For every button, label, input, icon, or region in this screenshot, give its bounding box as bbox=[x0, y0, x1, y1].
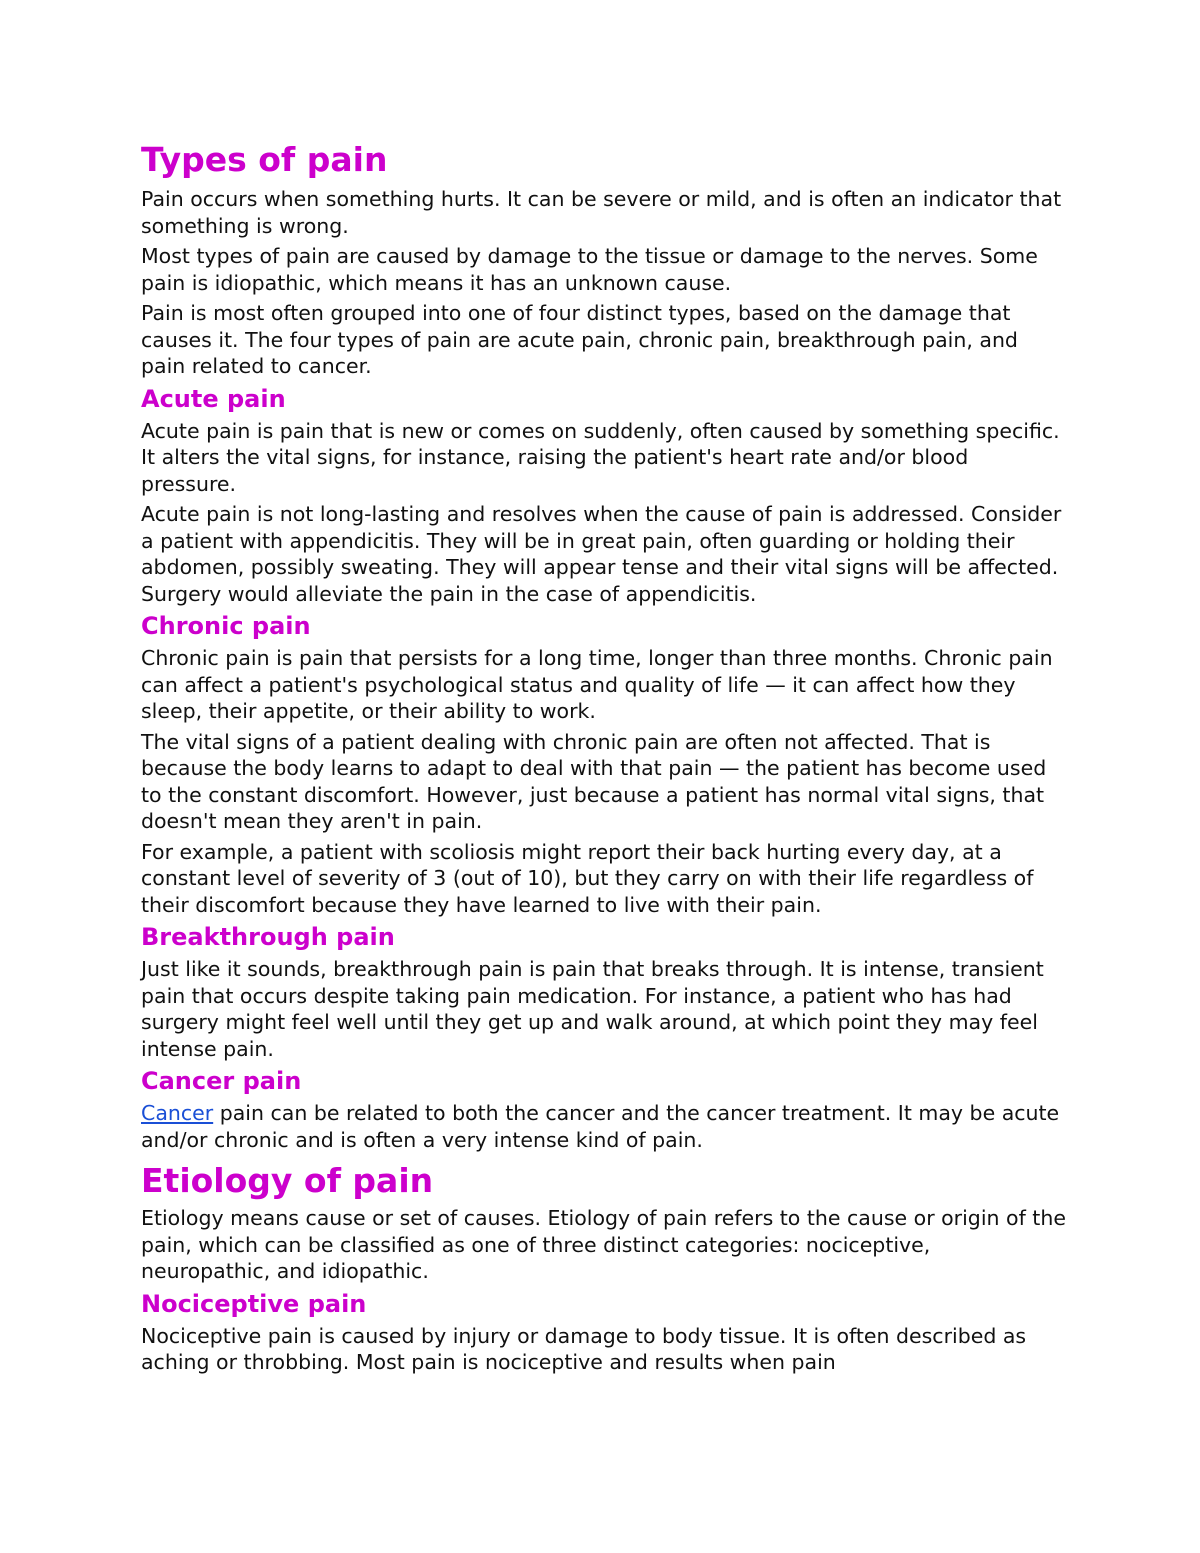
paragraph-cancer bbox=[141, 1100, 1066, 1153]
paragraph: Just like it sounds, breakthrough pain is pain that breaks through. It is intense, transient pain that occurs despite taking pain medication. For instance, a patient who has had surgery might feel well until they get up and walk around, at which point they may feel intense pain. bbox=[141, 957, 1044, 1061]
cancer-link[interactable]: Cancer bbox=[141, 1101, 214, 1125]
paragraph: Chronic pain is pain that persists for a long time, longer than three months. Chronic pain can affect a patient's psychological status and quality of life — it can affect how they sleep, their appetite, or their ability to work. bbox=[141, 646, 1053, 723]
paragraph: Most types of pain are caused by damage to the tissue or damage to the nerves. Some pain is idiopathic, which means it has an unknown cause. bbox=[141, 244, 1038, 295]
heading-etiology-of-pain: Etiology of pain bbox=[141, 1161, 434, 1200]
paragraph: Acute pain is not long-lasting and resolves when the cause of pain is addressed. Consider a patient with appendicitis. They will be in great pain, often guarding or holding their abdomen, possibly sweating. They will appear tense and their vital signs will be affected. Surgery would alleviate the pain in the case of appendicitis. bbox=[141, 502, 1062, 606]
heading-types-of-pain: Types of pain bbox=[141, 140, 388, 179]
paragraph: Nociceptive pain is caused by injury or damage to body tissue. It is often described as aching or throbbing. Most pain is nociceptive and results when pain bbox=[141, 1323, 1027, 1374]
heading-acute-pain: Acute pain bbox=[141, 384, 286, 413]
heading-breakthrough-pain: Breakthrough pain bbox=[141, 923, 395, 951]
paragraph: The vital signs of a patient dealing with chronic pain are often not affected. That is because the body learns to adapt to deal with that pain — the patient has become used to the constant discomfort. However, just because a patient has normal vital signs, that doesn't mean they aren't in pain. bbox=[141, 729, 1047, 833]
paragraph: Acute pain is pain that is new or comes on suddenly, often caused by something specific. It alters the vital signs, for instance, raising the patient's heart rate and/or blood pressure. bbox=[141, 418, 1060, 496]
paragraph: For example, a patient with scoliosis might report their back hurting every day, at a constant level of severity of 3 (out of 10), but they carry on with their life regardless of their discomfort because they have learned to live with their pain. bbox=[141, 839, 1034, 917]
paragraph: Pain occurs when something hurts. It can be severe or mild, and is often an indicator that something is wrong. bbox=[141, 187, 1062, 238]
heading-chronic-pain: Chronic pain bbox=[141, 612, 311, 640]
heading-cancer-pain: Cancer pain bbox=[141, 1067, 302, 1095]
paragraph: Etiology means cause or set of causes. Etiology of pain refers to the cause or origin of the pain, which can be classified as one of three distinct categories: nociceptive, neuropathic, and idiopathic. bbox=[141, 1206, 1066, 1283]
paragraph-text: pain can be related to both the cancer and the cancer treatment. It may be acute and/or chronic and is often a very intense kind of pain. bbox=[141, 1101, 1060, 1152]
document-content bbox=[141, 140, 1066, 1380]
heading-nociceptive-pain: Nociceptive pain bbox=[141, 1289, 367, 1318]
paragraph: Pain is most often grouped into one of four distinct types, based on the damage that causes it. The four types of pain are acute pain, chronic pain, breakthrough pain, and pain related to cancer. bbox=[141, 301, 1018, 378]
